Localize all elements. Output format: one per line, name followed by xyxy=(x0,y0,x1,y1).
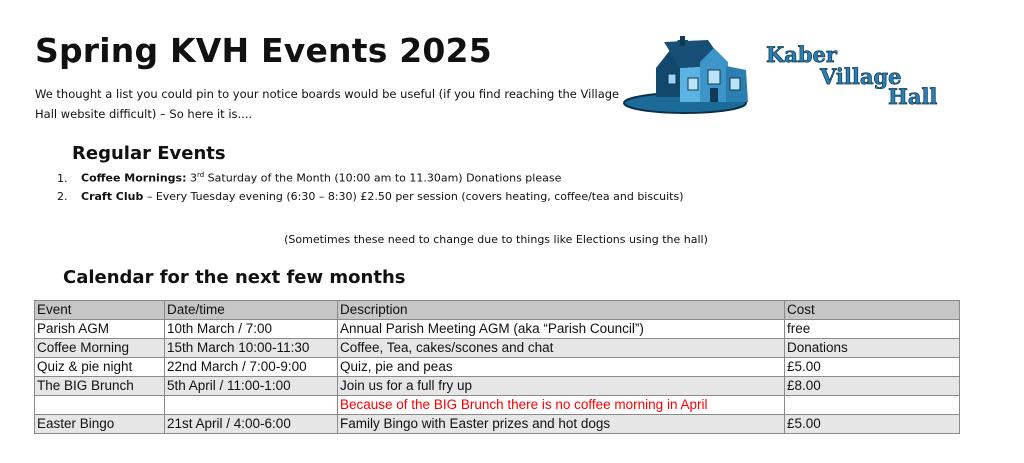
village-hall-logo xyxy=(622,34,942,116)
column-header-event: Event xyxy=(35,301,165,320)
table-header-row xyxy=(35,301,960,320)
cell-description: Annual Parish Meeting AGM (aka “Parish Council”) xyxy=(338,320,785,339)
table-row xyxy=(35,320,960,339)
village-hall-building-icon xyxy=(624,36,748,113)
list-item xyxy=(57,188,684,210)
table-row xyxy=(35,415,960,434)
intro-text: We thought a list you could pin to your notice boards would be useful (if you find reaching the Village Hall website difficult) – So here it is.... xyxy=(35,87,620,121)
column-header-cost: Cost xyxy=(785,301,960,320)
cell-description: Family Bingo with Easter prizes and hot dogs xyxy=(338,415,785,434)
table-row xyxy=(35,358,960,377)
event-name: Coffee Mornings: xyxy=(81,171,187,185)
cell-description-notice: Because of the BIG Brunch there is no coffee morning in April xyxy=(338,396,785,415)
regular-events-list xyxy=(57,166,684,210)
cell-event: Parish AGM xyxy=(35,320,165,339)
cell-description: Join us for a full fry up xyxy=(338,377,785,396)
cell-date: 22nd March / 7:00-9:00 xyxy=(165,358,338,377)
cell-cost xyxy=(785,396,960,415)
column-header-date: Date/time xyxy=(165,301,338,320)
table-row xyxy=(35,339,960,358)
cell-cost: £5.00 xyxy=(785,358,960,377)
event-detail: 3 xyxy=(186,171,197,185)
cell-description: Coffee, Tea, cakes/scones and chat xyxy=(338,339,785,358)
cell-cost: Donations xyxy=(785,339,960,358)
calendar-heading: Calendar for the next few months xyxy=(63,267,406,288)
list-item xyxy=(57,166,684,188)
regular-events-heading: Regular Events xyxy=(72,143,226,164)
page-title: Spring KVH Events 2025 xyxy=(35,31,492,70)
schedule-change-note: (Sometimes these need to change due to things like Elections using the hall) xyxy=(284,233,708,246)
cell-date: 10th March / 7:00 xyxy=(165,320,338,339)
list-number: 1. xyxy=(57,171,68,185)
table-row xyxy=(35,377,960,396)
logo-text-hall: Hall xyxy=(888,84,938,109)
cell-description: Quiz, pie and peas xyxy=(338,358,785,377)
table-row xyxy=(35,396,960,415)
event-name: Craft Club xyxy=(81,190,144,203)
event-detail: Saturday of the Month (10:00 am to 11.30am) Donations please xyxy=(204,171,562,185)
logo-text-kaber: Kaber xyxy=(766,42,837,67)
cell-cost: £5.00 xyxy=(785,415,960,434)
cell-cost: free xyxy=(785,320,960,339)
cell-event: The BIG Brunch xyxy=(35,377,165,396)
cell-cost: £8.00 xyxy=(785,377,960,396)
cell-event: Easter Bingo xyxy=(35,415,165,434)
event-detail: – Every Tuesday evening (6:30 – 8:30) £2.50 per session (covers heating, coffee/tea and biscuits) xyxy=(143,190,684,203)
logo-text-village: Village xyxy=(820,64,902,89)
column-header-description: Description xyxy=(338,301,785,320)
ordinal-suffix: rd xyxy=(196,171,205,179)
list-number: 2. xyxy=(57,190,68,203)
cell-date: 5th April / 11:00-1:00 xyxy=(165,377,338,396)
events-table xyxy=(34,300,960,434)
cell-date xyxy=(165,396,338,415)
cell-event xyxy=(35,396,165,415)
cell-date: 21st April / 4:00-6:00 xyxy=(165,415,338,434)
cell-date: 15th March 10:00-11:30 xyxy=(165,339,338,358)
cell-event: Quiz & pie night xyxy=(35,358,165,377)
cell-event: Coffee Morning xyxy=(35,339,165,358)
